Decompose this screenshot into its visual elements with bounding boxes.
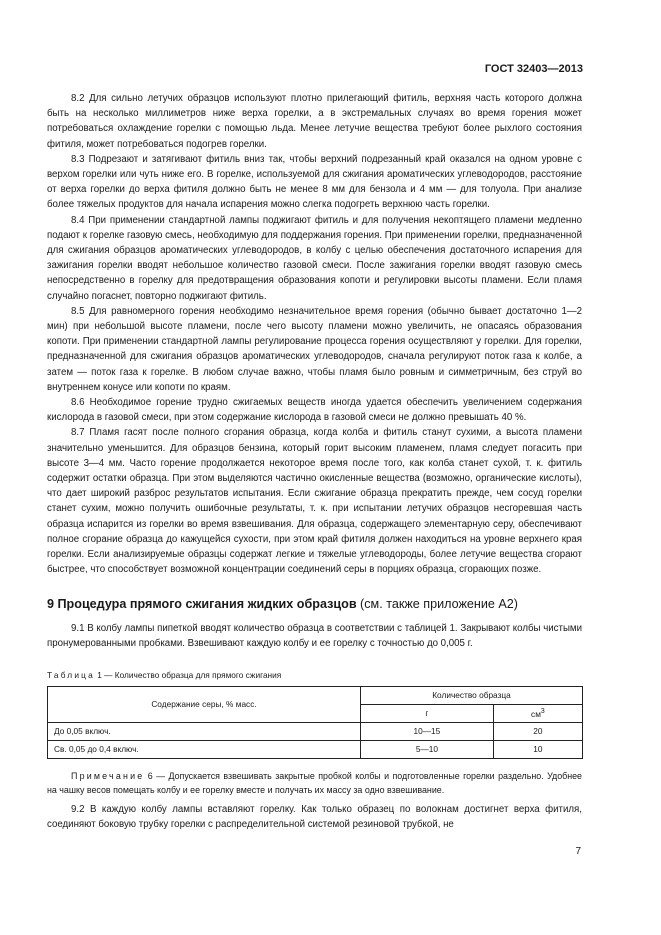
table-row <box>48 740 583 758</box>
section-9-title: 9 Процедура прямого сжигания жидких образцов <box>47 596 357 611</box>
document-body <box>47 91 582 832</box>
sample-quantity-table <box>47 686 583 759</box>
cell-cm3: 10 <box>493 740 582 758</box>
table-caption-text: 1 — Количество образца для прямого сжигания <box>94 669 282 680</box>
cell-grams: 5—10 <box>361 740 494 758</box>
header-sample-quantity: Количество образца <box>361 686 583 704</box>
cell-sulfur: До 0,05 включ. <box>48 722 361 740</box>
note-text: 6 — Допускается взвешивать закрытые пробкой колбы и подготовленные горелки раздельно. Удобнее на чашку весов помещать колбу и ее горелку вместе и получать их массу за одно взвешивание. <box>47 770 582 795</box>
cell-grams: 10—15 <box>361 722 494 740</box>
table-caption <box>47 670 582 680</box>
paragraph-8-3: 8.3 Подрезают и затягивают фитиль вниз так, чтобы верхний подрезанный край оказался на одном уровне с верхом горелки или чуть ниже его. В горелке, используемой для сжигания ароматических углеводородов, расстояние от верха горелки до верха фитиля должно быть не менее 8 мм для бензола и 4 мм — для толуола. При анализе более тяжелых продуктов для начала испарения можно слегка подогреть верхнюю часть горелки. <box>47 153 582 211</box>
paragraph-8-2: 8.2 Для сильно летучих образцов используют плотно прилегающий фитиль, верхняя часть которого должна быть на несколько миллиметров ниже верха горелки, а в экстремальных случаях во время горения может потребоваться охлаждение горелки с помощью льда. Менее летучие вещества требуют более рыхлого состояния фитиля, может потребоваться подогрев горелки. <box>47 93 582 150</box>
paragraph-8-7: 8.7 Пламя гасят после полного сгорания образца, когда колба и фитиль станут сухими, а высота пламени значительно уменьшится. Для образцов бензина, который горит высоким пламенем, пламя следует погасить при высоте 3—4 мм. Часто горение продолжается некоторое время после того, как колба станет сухой, т. к. фитиль содержит остатки образца. При этом выделяются частично окисленные вещества (возможно, органические кислоты), что дает широкий разброс результатов испытания. Если сжигание образца прекратить прежде, чем сосуд горелки станет сухим, можно получить ошибочные результаты, т. к. при испытании летучих образцов несгоревшая часть образца испарится из горелки во время взвешивания. Для образца, содержащего элементарную серу, обеспечивают полное сгорание образца до кажущейся сухости, при этом край фитиля должен находиться на уровне верхнего края горелки. Если анализируемые образцы содержат легкие и тяжелые углеводороды, более летучие вещества сгорают быстрее, что способствует возможной концентрации соединений серы в порциях образца, сгорающих позже. <box>47 427 582 576</box>
unit-cm-exponent: 3 <box>540 708 545 716</box>
note-label: Примечание <box>71 770 145 781</box>
cell-sulfur: Св. 0,05 до 0,4 включ. <box>48 740 361 758</box>
header-unit-grams: г <box>361 704 494 722</box>
page-number: 7 <box>575 846 581 857</box>
paragraph-8-5: 8.5 Для равномерного горения необходимо незначительное время горения (обычно бывает достаточно 1—2 мин) при небольшой высоте пламени, после чего высоту пламени можно увеличить, не опасаясь образования копоти. При применении стандартной лампы регулирование процесса горения осуществляют у горелки. Для горелки, предназначенной для сжигания образцов ароматических углеводородов, сначала регулируют поток газа к колбе, а затем — поток газа к горелке. В любом случае важно, чтобы пламя было ровным и симметричным, без струй во внутреннем конусе или копоти по краям. <box>47 305 582 393</box>
paragraph-8-4: 8.4 При применении стандартной лампы поджигают фитиль и для получения некоптящего пламени медленно подают к горелке газовую смесь, необходимую для поддержания горения. При применении горелки, предназначенной для сжигания образцов ароматических углеводородов, в колбу с целью обеспечения достаточного испарения для зажигания горелки вводят небольшое количество газовой смеси. После зажигания горелки вводят газовую смесь непосредственно в горелку для предотвращения образования копоти и регулировки высоты пламени. Если пламя случайно погаснет, повторно поджигают фитиль. <box>47 214 582 302</box>
section-9-heading <box>47 597 582 611</box>
section-9-reference: (см. также приложение А2) <box>356 596 519 611</box>
header-unit-cm3 <box>493 704 582 722</box>
paragraph-8-6: 8.6 Необходимое горение трудно сжигаемых веществ иногда удается обеспечить увеличением содержания кислорода в газовой смеси, при этом содержание кислорода в газовой смеси не должно превышать 40 %. <box>47 397 582 424</box>
note-6 <box>47 769 582 797</box>
table-row <box>48 722 583 740</box>
header-sulfur-content: Содержание серы, % масс. <box>48 686 361 722</box>
paragraph-9-2: 9.2 В каждую колбу лампы вставляют горелку. Как только образец по волокнам достигнет верха фитиля, соединяют боковую трубку горелки с распределительной системой резиновой трубкой, не <box>47 803 582 831</box>
cell-cm3: 20 <box>493 722 582 740</box>
table-caption-label: Таблица <box>47 669 95 680</box>
standard-header: ГОСТ 32403—2013 <box>484 63 583 75</box>
unit-cm: см <box>531 708 541 719</box>
paragraph-9-1: 9.1 В колбу лампы пипеткой вводят количество образца в соответствии с таблицей 1. Закрывают колбы чистыми пронумерованными пробками. Взвешивают каждую колбу и ее горелку с точностью до 0,005 г. <box>47 622 582 649</box>
